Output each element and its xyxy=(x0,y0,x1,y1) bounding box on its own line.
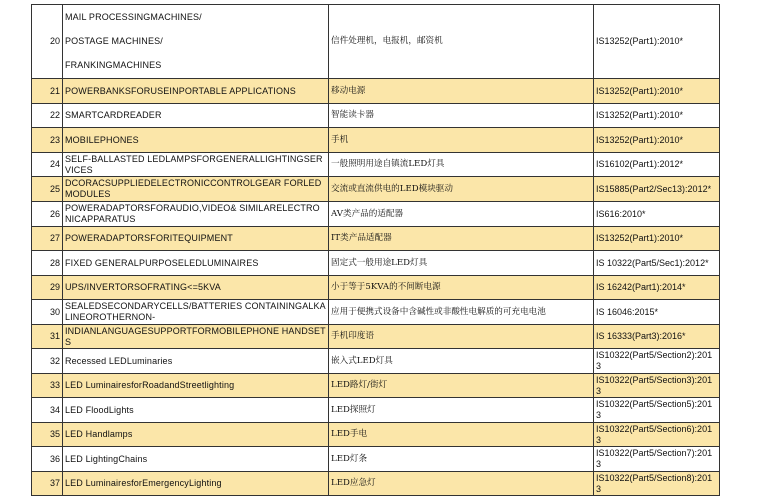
table-row xyxy=(32,5,720,79)
product-name-chinese: 智能读卡器 xyxy=(329,104,594,128)
row-number: 29 xyxy=(32,276,63,300)
table-row xyxy=(32,128,720,153)
product-name: LED LuminairesforRoadandStreetlighting xyxy=(63,374,329,398)
product-name-chinese: LED手电 xyxy=(329,423,594,447)
table-row xyxy=(32,447,720,472)
standards-table xyxy=(31,4,720,496)
product-name: LED Handlamps xyxy=(63,423,329,447)
table-row xyxy=(32,104,720,128)
product-name-chinese: AV类产品的适配器 xyxy=(329,202,594,227)
standard-code: IS 16046:2015* xyxy=(594,300,720,325)
product-name-chinese: 信件处理机，电报机，邮资机 xyxy=(329,5,594,79)
standard-code: IS15885(Part2/Sec13):2012* xyxy=(594,177,720,202)
product-name: POWERADAPTORSFORAUDIO,VIDEO& SIMILARELECTRONICAPPARATUS xyxy=(63,202,329,227)
product-name: POWERBANKSFORUSEINPORTABLE APPLICATIONS xyxy=(63,79,329,104)
standard-code: IS10322(Part5/Section2):2013 xyxy=(594,349,720,374)
table-row xyxy=(32,79,720,104)
product-name: INDIANLANGUAGESUPPORTFORMOBILEPHONE HANDSETS xyxy=(63,325,329,349)
product-name-chinese: 移动电源 xyxy=(329,79,594,104)
table-row xyxy=(32,398,720,423)
product-name-chinese: LED灯条 xyxy=(329,447,594,472)
table-row xyxy=(32,423,720,447)
row-number: 20 xyxy=(32,5,63,79)
product-name-chinese: 手机印度语 xyxy=(329,325,594,349)
product-name: SELF-BALLASTED LEDLAMPSFORGENERALLIGHTINGSERVICES xyxy=(63,153,329,177)
row-number: 35 xyxy=(32,423,63,447)
product-name: FIXED GENERALPURPOSELEDLUMINAIRES xyxy=(63,251,329,276)
product-name-chinese: LED应急灯 xyxy=(329,472,594,496)
row-number: 30 xyxy=(32,300,63,325)
row-number: 22 xyxy=(32,104,63,128)
product-name: LED FloodLights xyxy=(63,398,329,423)
product-name-chinese: 交流或直流供电的LED模块驱动 xyxy=(329,177,594,202)
product-name-chinese: 手机 xyxy=(329,128,594,153)
product-name-chinese: IT类产品适配器 xyxy=(329,227,594,251)
row-number: 36 xyxy=(32,447,63,472)
standard-code: IS616:2010* xyxy=(594,202,720,227)
table-row xyxy=(32,227,720,251)
row-number: 27 xyxy=(32,227,63,251)
product-name: SMARTCARDREADER xyxy=(63,104,329,128)
standard-code: IS 10322(Part5/Sec1):2012* xyxy=(594,251,720,276)
product-name-chinese: LED路灯/街灯 xyxy=(329,374,594,398)
product-name-chinese: 固定式一般用途LED灯具 xyxy=(329,251,594,276)
product-name: Recessed LEDLuminaries xyxy=(63,349,329,374)
product-name: MAIL PROCESSINGMACHINES/ POSTAGE MACHINES/ FRANKINGMACHINES xyxy=(63,5,329,79)
standard-code: IS13252(Part1):2010* xyxy=(594,79,720,104)
row-number: 32 xyxy=(32,349,63,374)
product-name: SEALEDSECONDARYCELLS/BATTERIES CONTAININGALKALINEOROTHERNON- xyxy=(63,300,329,325)
product-name: UPS/INVERTORSOFRATING<=5KVA xyxy=(63,276,329,300)
product-name: POWERADAPTORSFORITEQUIPMENT xyxy=(63,227,329,251)
row-number: 23 xyxy=(32,128,63,153)
table-row xyxy=(32,251,720,276)
row-number: 37 xyxy=(32,472,63,496)
product-name-chinese: 嵌入式LED灯具 xyxy=(329,349,594,374)
table-row xyxy=(32,325,720,349)
standard-code: IS13252(Part1):2010* xyxy=(594,227,720,251)
standard-code: IS 16333(Part3):2016* xyxy=(594,325,720,349)
standard-code: IS10322(Part5/Section3):2013 xyxy=(594,374,720,398)
table-row xyxy=(32,177,720,202)
product-name-chinese: 小于等于5KVA的不间断电源 xyxy=(329,276,594,300)
product-name-chinese: 一般照明用途自镇流LED灯具 xyxy=(329,153,594,177)
row-number: 21 xyxy=(32,79,63,104)
row-number: 24 xyxy=(32,153,63,177)
product-name-chinese: 应用于便携式设备中含碱性或非酸性电解质的可充电电池 xyxy=(329,300,594,325)
product-name: LED LuminairesforEmergencyLighting xyxy=(63,472,329,496)
row-number: 26 xyxy=(32,202,63,227)
standard-code: IS13252(Part1):2010* xyxy=(594,5,720,79)
standard-code: IS13252(Part1):2010* xyxy=(594,128,720,153)
row-number: 34 xyxy=(32,398,63,423)
standard-code: IS10322(Part5/Section8):2013 xyxy=(594,472,720,496)
standard-code: IS16102(Part1):2012* xyxy=(594,153,720,177)
standard-code: IS 16242(Part1):2014* xyxy=(594,276,720,300)
product-name: LED LightingChains xyxy=(63,447,329,472)
table-row xyxy=(32,202,720,227)
row-number: 31 xyxy=(32,325,63,349)
row-number: 33 xyxy=(32,374,63,398)
product-name-chinese: LED探照灯 xyxy=(329,398,594,423)
table-row xyxy=(32,276,720,300)
standard-code: IS10322(Part5/Section7):2013 xyxy=(594,447,720,472)
standard-code: IS10322(Part5/Section5):2013 xyxy=(594,398,720,423)
product-name: DCORACSUPPLIEDELECTRONICCONTROLGEAR FORLEDMODULES xyxy=(63,177,329,202)
table-row xyxy=(32,374,720,398)
row-number: 25 xyxy=(32,177,63,202)
table-row xyxy=(32,349,720,374)
table-row xyxy=(32,472,720,496)
standard-code: IS10322(Part5/Section6):2013 xyxy=(594,423,720,447)
table-row xyxy=(32,300,720,325)
table-row xyxy=(32,153,720,177)
product-name: MOBILEPHONES xyxy=(63,128,329,153)
standard-code: IS13252(Part1):2010* xyxy=(594,104,720,128)
row-number: 28 xyxy=(32,251,63,276)
